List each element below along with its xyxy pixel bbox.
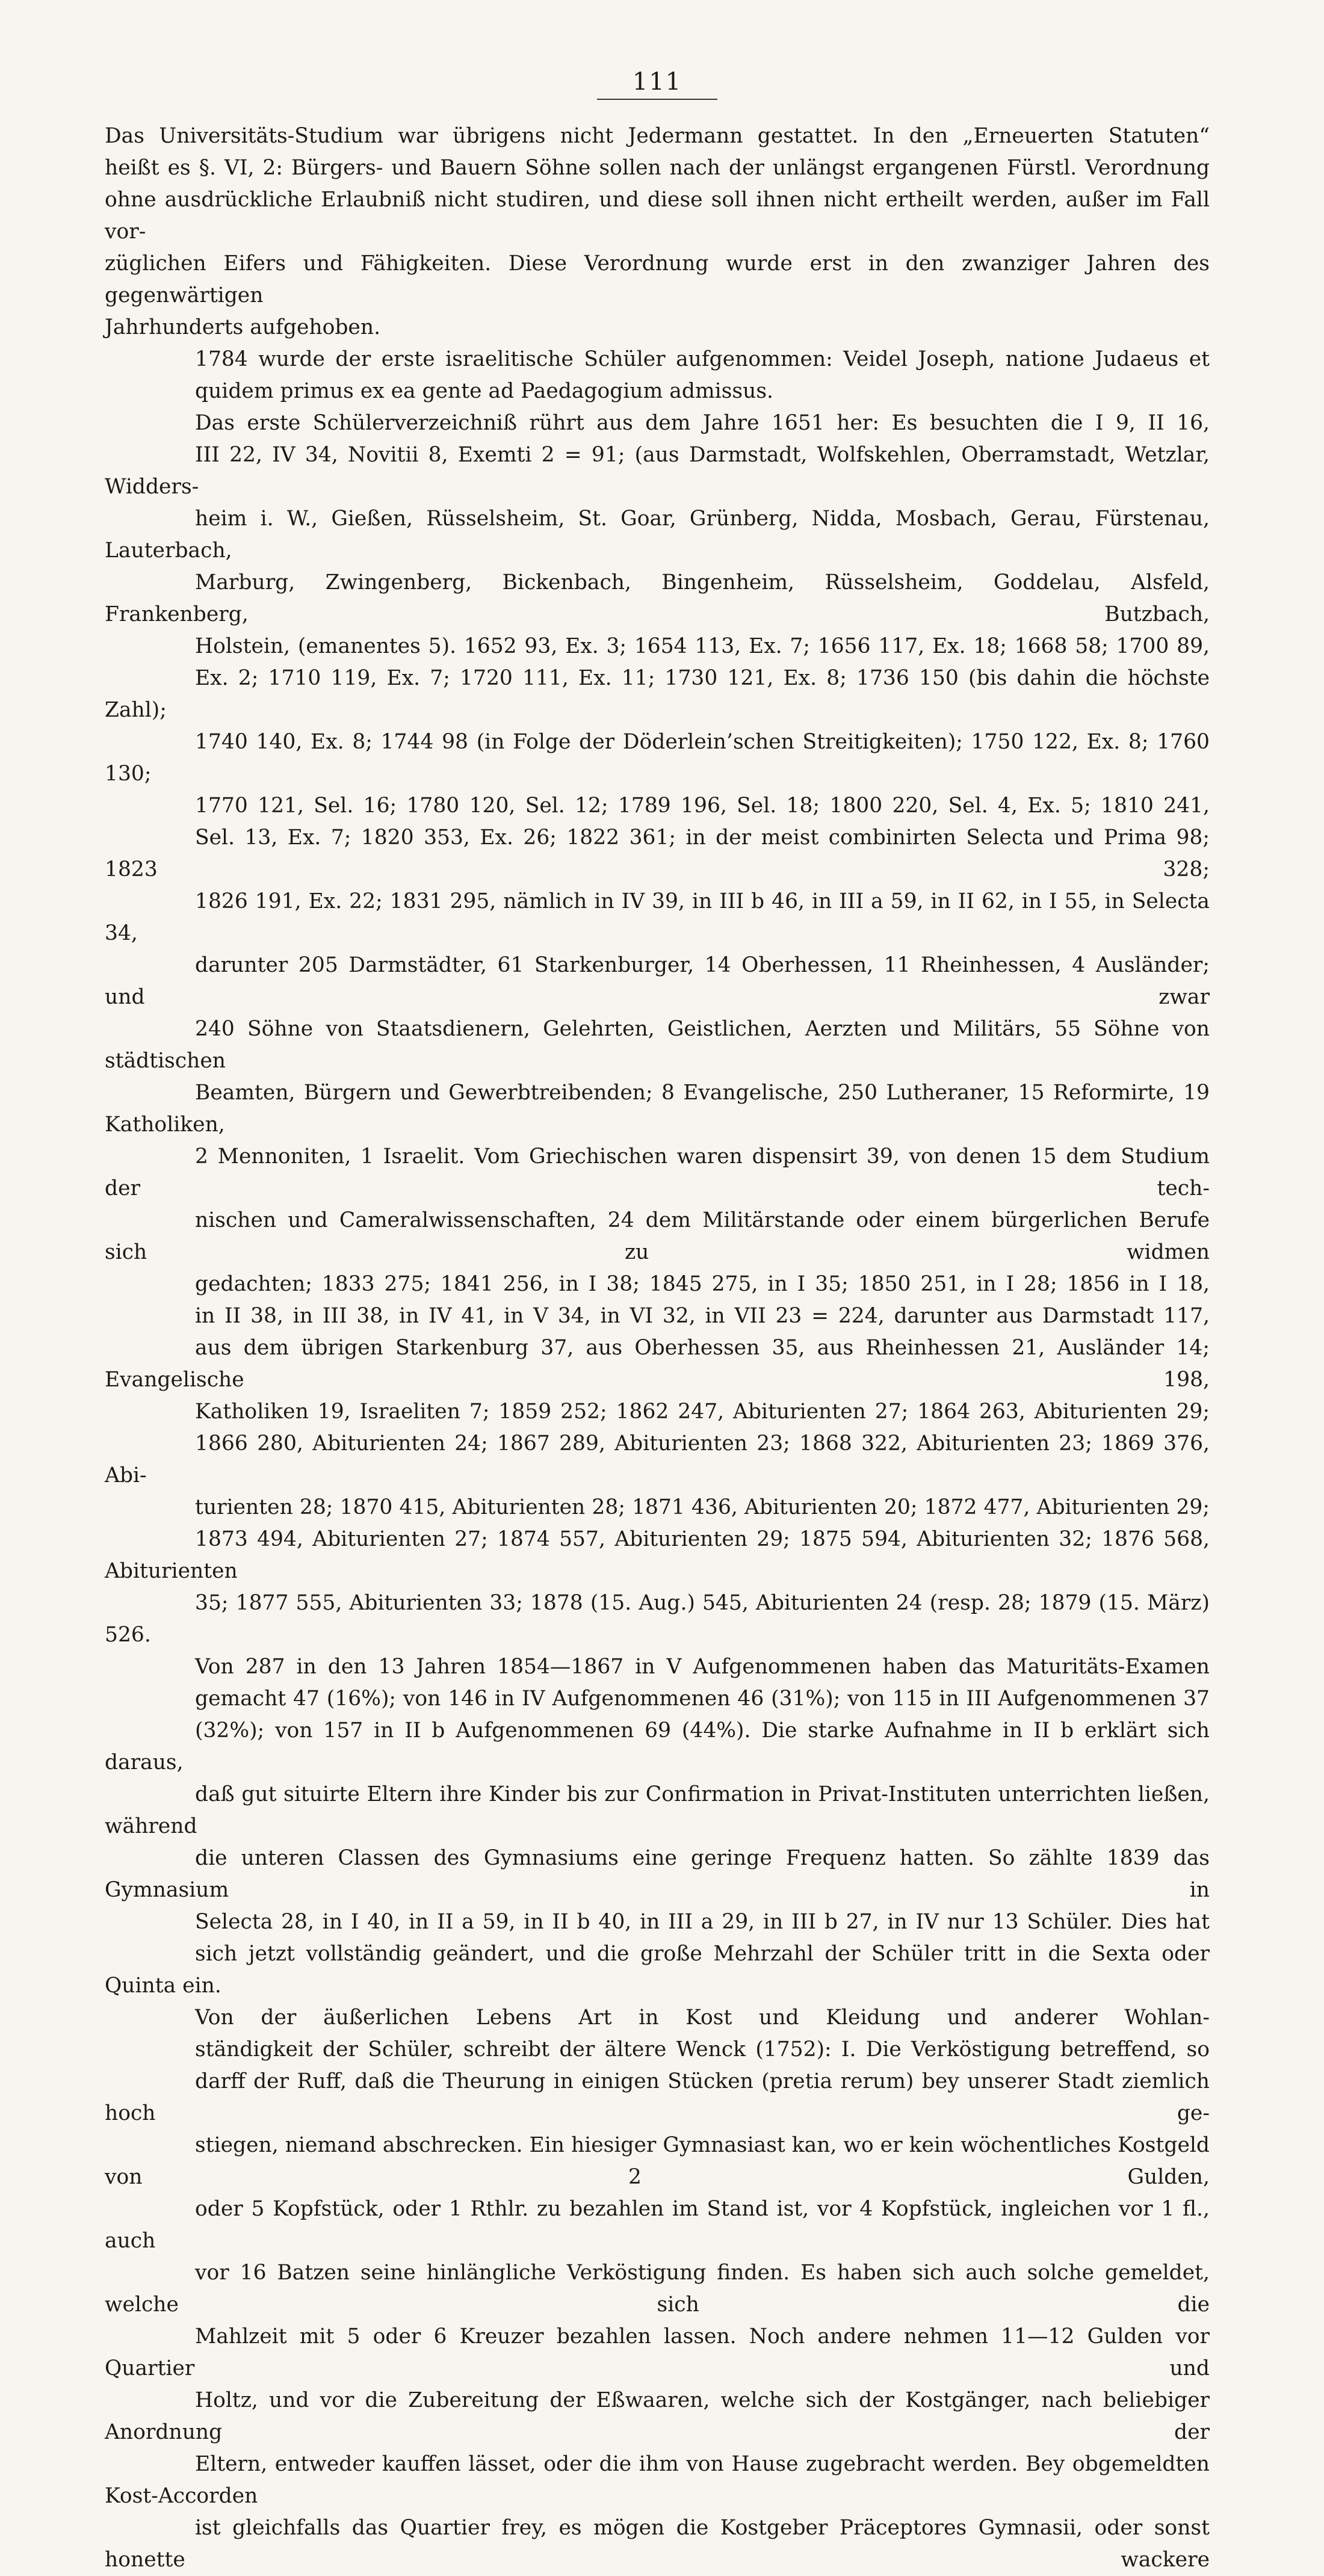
page-number: 111 (632, 68, 682, 96)
text-line: Marburg, Zwingenberg, Bickenbach, Bingenheim, Rüsselsheim, Goddelau, Alsfeld, Frankenberg, Butzbach, (105, 570, 1210, 626)
text-line: Holstein, (emanentes 5). 1652 93, Ex. 3; 1654 113, Ex. 7; 1656 117, Ex. 18; 1668 58; 1700 89, (195, 634, 1210, 658)
text-line: oder 5 Kopfstück, oder 1 Rthlr. zu bezahlen im Stand ist, vor 4 Kopfstück, ingleichen vor 1 fl., auch (105, 2197, 1210, 2253)
text-line: Das Universitäts-Studium war übrigens nicht Jedermann gestattet. In den „Erneuerten Statuten“ (105, 124, 1210, 148)
text-line: turienten 28; 1870 415, Abiturienten 28; 1871 436, Abiturienten 20; 1872 477, Abiturienten 29; (195, 1495, 1210, 1519)
text-line: heißt es §. VI, 2: Bürgers- und Bauern Söhne sollen nach der unlängst ergangenen Fürstl. Verordnung (105, 156, 1210, 180)
text-line: aus dem übrigen Starkenburg 37, aus Oberhessen 35, aus Rheinhessen 21, Ausländer 14; Evangelische 198, (105, 1336, 1210, 1392)
text-line: ständigkeit der Schüler, schreibt der ältere Wenck (1752): I. Die Verköstigung betreffend, so (195, 2037, 1210, 2062)
text-line: Eltern, entweder kauffen lässet, oder die ihm von Hause zugebracht werden. Bey obgemeldten Kost-Accorden (105, 2452, 1210, 2508)
document-page (105, 67, 1210, 2576)
text-line: 2 Mennoniten, 1 Israelit. Vom Griechischen waren dispensirt 39, von denen 15 dem Studium der tech- (105, 1144, 1210, 1200)
text-line: 1770 121, Sel. 16; 1780 120, Sel. 12; 1789 196, Sel. 18; 1800 220, Sel. 4, Ex. 5; 1810 241, (195, 794, 1210, 818)
text-line: 240 Söhne von Staatsdienern, Gelehrten, Geistlichen, Aerzten und Militärs, 55 Söhne von städtischen (105, 1017, 1210, 1073)
text-line: Von 287 in den 13 Jahren 1854—1867 in V Aufgenommenen haben das Maturitäts-Examen (195, 1655, 1210, 1679)
text-line: Von der äußerlichen Lebens Art in Kost und Kleidung und anderer Wohlan- (195, 2006, 1210, 2030)
text-line: Selecta 28, in I 40, in II a 59, in II b 40, in III a 29, in III b 27, in IV nur 13 Schüler. Dies hat (195, 1910, 1210, 1934)
text-line: Ex. 2; 1710 119, Ex. 7; 1720 111, Ex. 11; 1730 121, Ex. 8; 1736 150 (bis dahin die höchste Zahl); (105, 666, 1210, 722)
text-line: 1784 wurde der erste israelitische Schüler aufgenommen: Veidel Joseph, natione Judaeus et (195, 347, 1210, 371)
text-line: Sel. 13, Ex. 7; 1820 353, Ex. 26; 1822 361; in der meist combinirten Selecta und Prima 98; 1823 328; (105, 826, 1210, 882)
text-line: stiegen, niemand abschrecken. Ein hiesiger Gymnasiast kan, wo er kein wöchentliches Kostgeld von 2 Gulden, (105, 2133, 1210, 2189)
text-line: 1866 280, Abiturienten 24; 1867 289, Abiturienten 23; 1868 322, Abiturienten 23; 1869 376, Abi- (105, 1432, 1210, 1487)
text-line: 1873 494, Abiturienten 27; 1874 557, Abiturienten 29; 1875 594, Abiturienten 32; 1876 568, Abiturienten (105, 1527, 1210, 1583)
text-line: vor 16 Batzen seine hinlängliche Verköstigung finden. Es haben sich auch solche gemeldet, welche sich die (105, 2261, 1210, 2317)
text-line: gedachten; 1833 275; 1841 256, in I 38; 1845 275, in I 35; 1850 251, in I 28; 1856 in I 18, (195, 1272, 1210, 1296)
text-line: quidem primus ex ea gente ad Paedagogium admissus. (195, 379, 773, 403)
text-line: 1740 140, Ex. 8; 1744 98 (in Folge der Döderlein’schen Streitigkeiten); 1750 122, Ex. 8; 1760 130; (105, 730, 1210, 786)
text-line: III 22, IV 34, Novitii 8, Exemti 2 = 91; (aus Darmstadt, Wolfskehlen, Oberramstadt, Wetzlar, Widders- (105, 443, 1210, 499)
paragraph-way-of-life (105, 2002, 1210, 2576)
text-line: ohne ausdrückliche Erlaubniß nicht studiren, und diese soll ihnen nicht ertheilt werden, außer im Fall vor- (105, 188, 1210, 244)
text-line: nischen und Cameralwissenschaften, 24 dem Militärstande oder einem bürgerlichen Berufe sich zu widmen (105, 1208, 1210, 1264)
page-number-rule (597, 99, 717, 100)
text-line: ist gleichfalls das Quartier frey, es mögen die Kostgeber Präceptores Gymnasii, oder sonst honette wackere (105, 2516, 1210, 2572)
text-line: gemacht 47 (16%); von 146 in IV Aufgenommenen 46 (31%); von 115 in III Aufgenommenen 37 (195, 1687, 1210, 1711)
text-line: darunter 205 Darmstädter, 61 Starkenburger, 14 Oberhessen, 11 Rheinhessen, 4 Ausländer; und zwar (105, 953, 1210, 1009)
text-line: Jahrhunderts aufgehoben. (105, 315, 381, 339)
text-line: (32%); von 157 in II b Aufgenommenen 69 (44%). Die starke Aufnahme in II b erklärt sich daraus, (105, 1719, 1210, 1774)
paragraph-maturity-exam (105, 1651, 1210, 2002)
text-line: heim i. W., Gießen, Rüsselsheim, St. Goar, Grünberg, Nidda, Mosbach, Gerau, Fürstenau, Lauterbach, (105, 507, 1210, 563)
text-line: sich jetzt vollständig geändert, und die große Mehrzahl der Schüler tritt in die Sexta oder Quinta ein. (105, 1942, 1210, 1998)
text-line: züglichen Eifers und Fähigkeiten. Diese Verordnung wurde erst in den zwanziger Jahren des gegenwärtigen (105, 252, 1210, 307)
text-line: Beamten, Bürgern und Gewerbtreibenden; 8 Evangelische, 250 Lutheraner, 15 Reformirte, 19 Katholiken, (105, 1081, 1210, 1137)
text-line: Katholiken 19, Israeliten 7; 1859 252; 1862 247, Abiturienten 27; 1864 263, Abiturienten 29; (195, 1400, 1210, 1424)
text-line: in II 38, in III 38, in IV 41, in V 34, in VI 32, in VII 23 = 224, darunter aus Darmstadt 117, (195, 1304, 1210, 1328)
text-line: 1826 191, Ex. 22; 1831 295, nämlich in IV 39, in III b 46, in III a 59, in II 62, in I 55, in Selecta 34, (105, 889, 1210, 945)
text-line: daß gut situirte Eltern ihre Kinder bis zur Confirmation in Privat-Instituten unterrichten ließen, während (105, 1782, 1210, 1838)
text-line: 35; 1877 555, Abiturienten 33; 1878 (15. Aug.) 545, Abiturienten 24 (resp. 28; 1879 (15. März) 526. (105, 1591, 1210, 1647)
text-line: die unteren Classen des Gymnasiums eine geringe Frequenz hatten. So zählte 1839 das Gymnasium in (105, 1846, 1210, 1902)
text-line: Holtz, und vor die Zubereitung der Eßwaaren, welche sich der Kostgänger, nach beliebiger Anordnung der (105, 2388, 1210, 2444)
text-line: Mahlzeit mit 5 oder 6 Kreuzer bezahlen lassen. Noch andere nehmen 11—12 Gulden vor Quartier und (105, 2324, 1210, 2380)
paragraph-first-israelite-pupil (105, 344, 1210, 407)
paragraph-university-study (105, 120, 1210, 344)
text-line: Das erste Schülerverzeichniß rührt aus dem Jahre 1651 her: Es besuchten die I 9, II 16, (195, 411, 1210, 435)
paragraph-pupil-register (105, 407, 1210, 1651)
text-line: darff der Ruff, daß die Theurung in einigen Stücken (pretia rerum) bey unserer Stadt ziemlich hoch ge- (105, 2069, 1210, 2125)
